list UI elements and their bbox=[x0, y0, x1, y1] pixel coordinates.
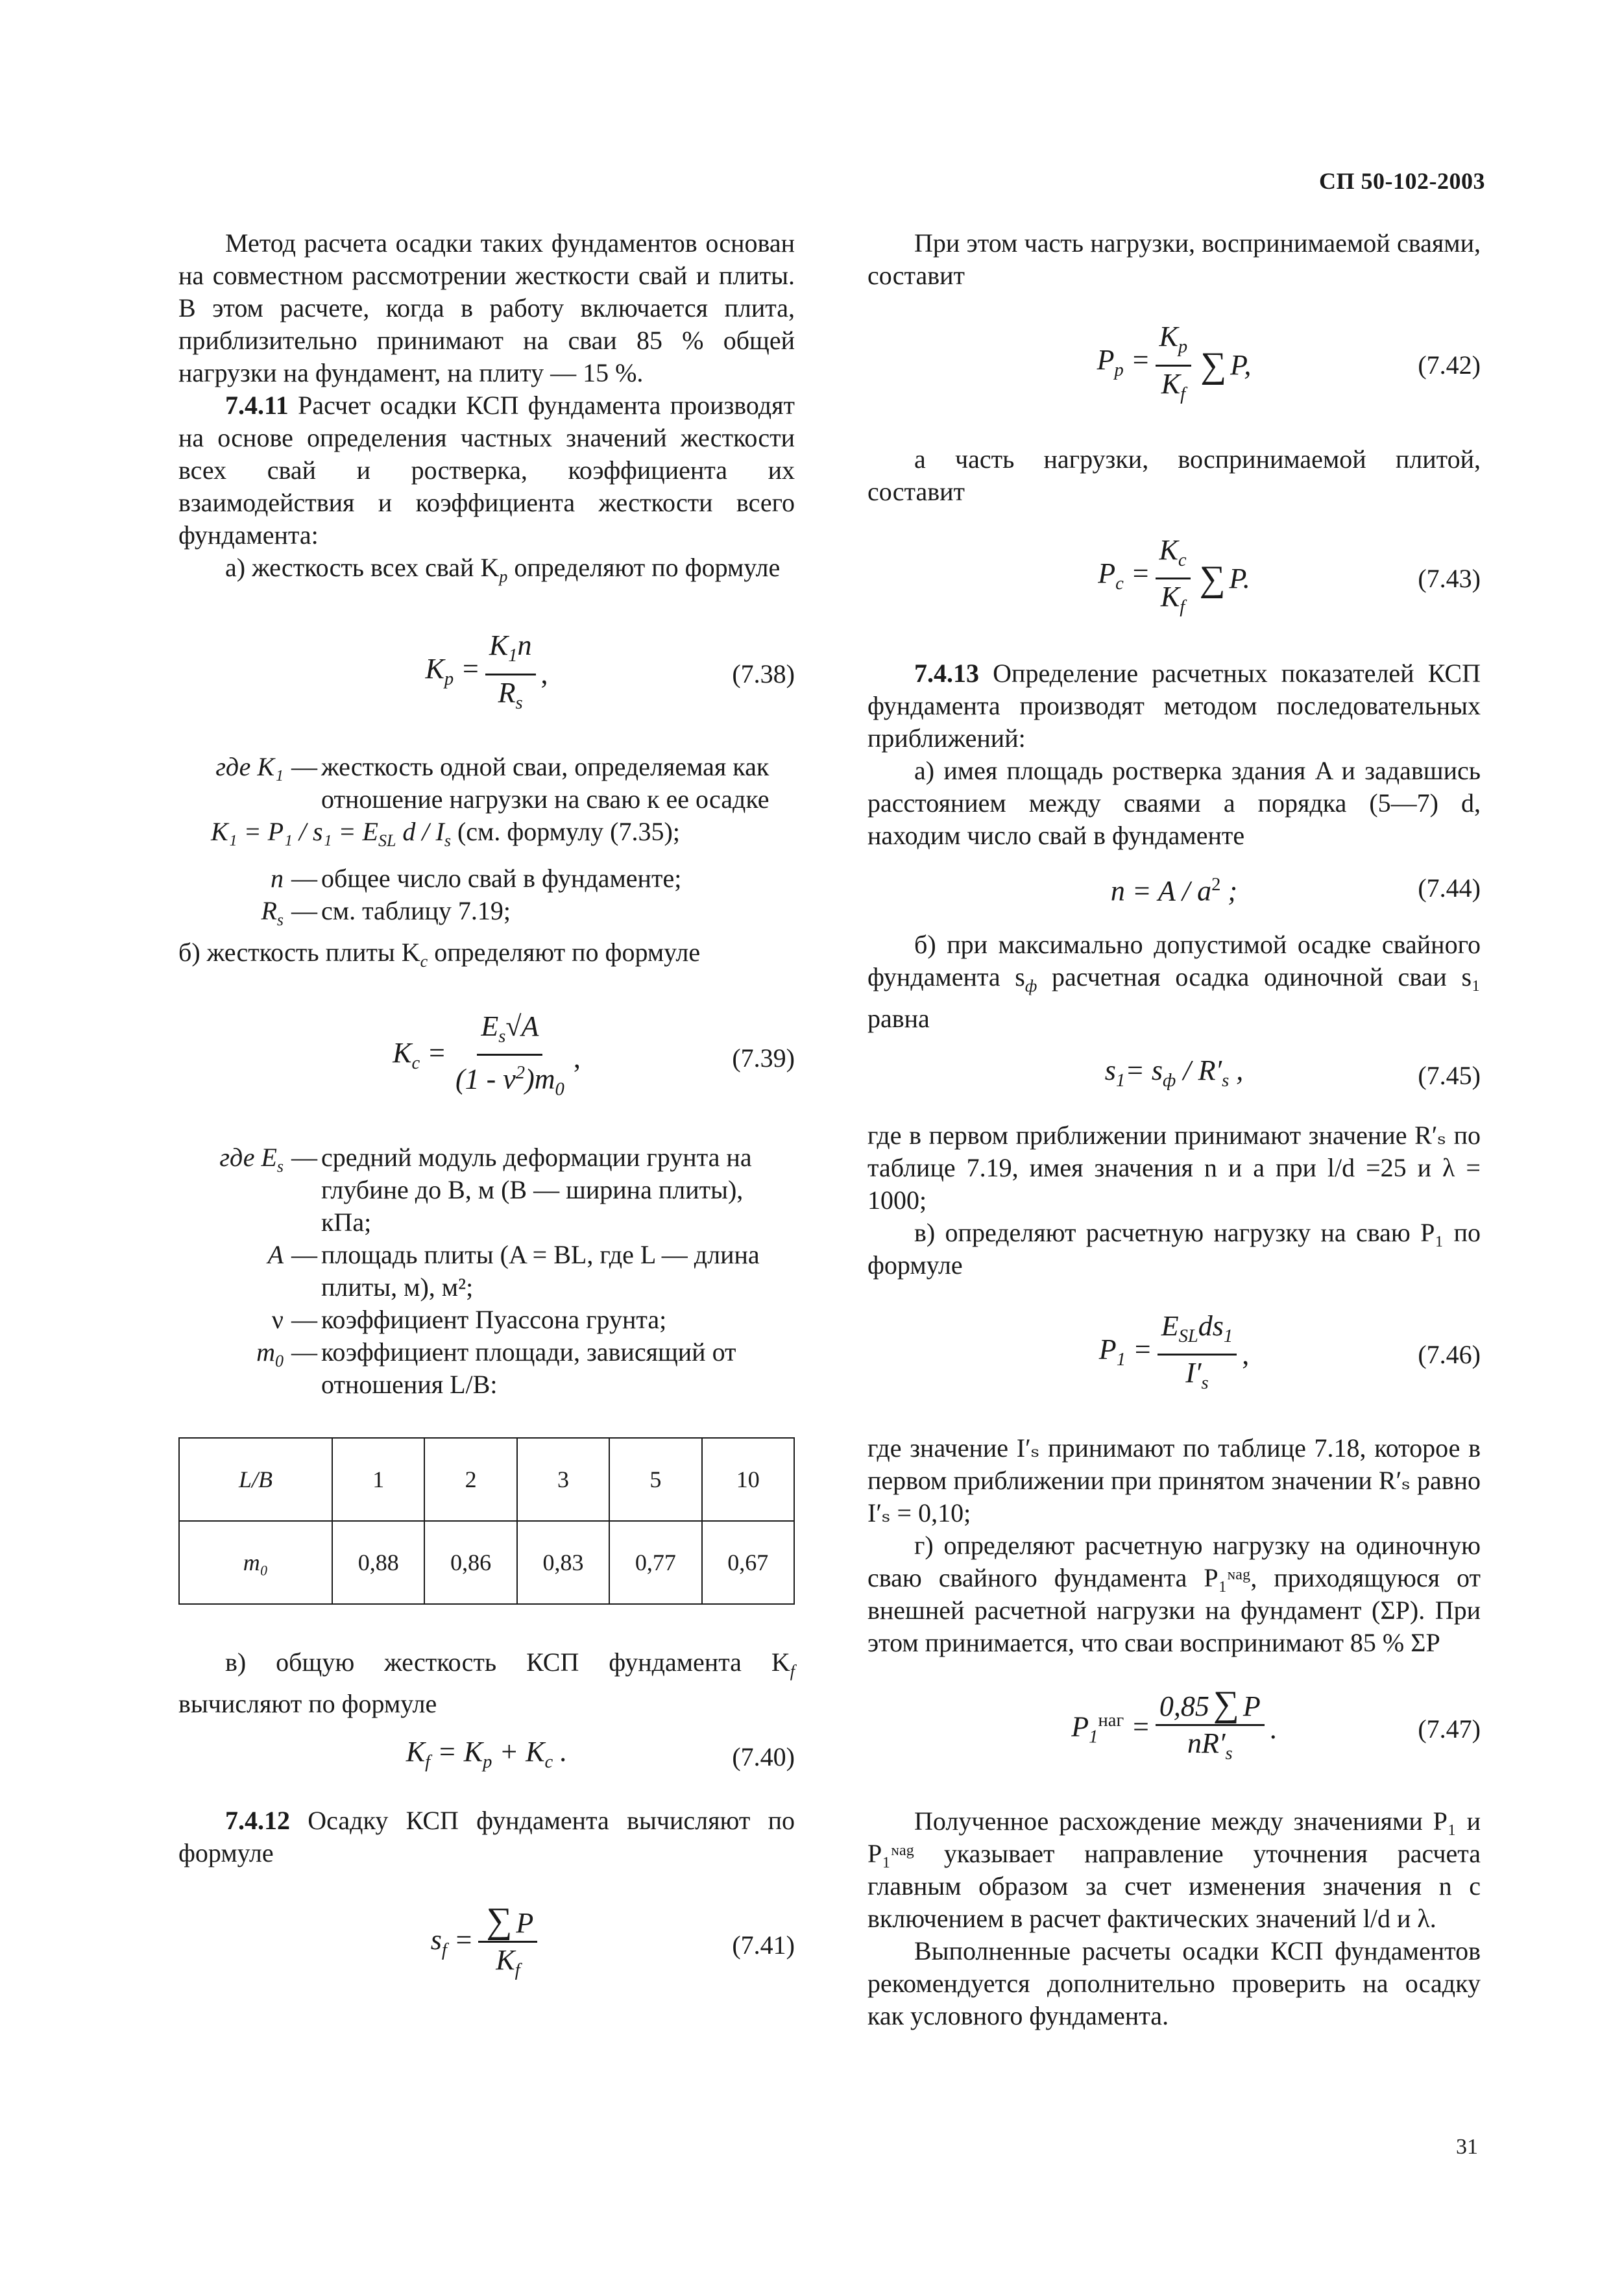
table-cell: 3 bbox=[517, 1438, 609, 1521]
table-cell: 2 bbox=[424, 1438, 516, 1521]
item-a-text: а) жесткость всех свай K bbox=[225, 553, 500, 582]
def-text: коэффициент Пуассона грунта; bbox=[321, 1304, 667, 1334]
paragraph-method: Метод расчета осадки таких фундаментов основан на совместном рассмотрении жесткости свай и плиты. В этом расчете, когда в работу включается плита, приблизительно принимают на сваи 85 % общей нагрузки на фундамент, на плиту — 15 %. bbox=[178, 228, 795, 387]
item-b-sub: c bbox=[420, 951, 428, 971]
formula-7-45: $s_1= s_ф / R'_s$ , (7.45) bbox=[867, 1054, 1481, 1097]
paragraph-7-4-11 bbox=[178, 389, 795, 552]
equation-number: (7.39) bbox=[732, 1043, 795, 1073]
table-cell: 1 bbox=[332, 1438, 424, 1521]
table-row bbox=[179, 1438, 794, 1521]
k1-formula-line bbox=[178, 816, 795, 857]
item-b-text: б) при максимально допустимой осадке свайного фундамента s bbox=[867, 929, 1481, 991]
def-symbol: n bbox=[271, 863, 284, 893]
paragraph-7-4-12 bbox=[178, 1805, 795, 1869]
item-b bbox=[178, 936, 795, 978]
k1-tail: d / I bbox=[396, 816, 444, 846]
equation-number: (7.46) bbox=[1418, 1339, 1481, 1369]
item-c: в) определяют расчетную нагрузку на сваю P₁ по формуле bbox=[867, 1217, 1481, 1280]
def-symbol-sub: 0 bbox=[275, 1351, 284, 1370]
section-text: Расчет осадки КСП фундамента производят на основе определения частных значений жесткости всех свай и ростверка, коэффициента их взаимодействия и коэффициента жесткости всего фундамента: bbox=[178, 391, 795, 550]
paragraph-conclusion: Выполненные расчеты осадки КСП фундаментов рекомендуется дополнительно проверить на осадку как условного фундамента. bbox=[867, 1936, 1481, 2031]
paragraph-discrepancy: Полученное расхождение между значениями P₁ и P₁ᶰᵃᵍ указывает направление уточнения расчета главным образом за счет изменения значения n с включением в расчет фактических значений l/d и λ. bbox=[867, 1806, 1481, 1934]
item-b bbox=[867, 929, 1481, 1035]
formula-7-42: $P_p$ = $\frac{K_p}{K_f}$ ∑ P, (7.42) bbox=[1097, 321, 1481, 404]
item-d: г) определяют расчетную нагрузку на одиночную сваю свайного фундамента P₁ᶰᵃᵍ, приходящуюся от внешней расчетной нагрузки на фундамент (ΣP). При этом принимается, что сваи воспринимают 85 % ΣP bbox=[867, 1531, 1481, 1658]
document-code: СП 50-102-2003 bbox=[1319, 168, 1485, 194]
k1-sub: SL bbox=[378, 831, 396, 850]
equation-number: (7.41) bbox=[732, 1930, 795, 1960]
equation-number: (7.47) bbox=[1418, 1714, 1481, 1744]
table-cell: 0,88 bbox=[332, 1521, 424, 1604]
definition-es-a-nu-m0: где $E_s$ — средний модуль деформации грунта на глубине до B, м (B — ширина плиты), кПа; A — площадь плиты (A = BL, где L — длина плиты, м), м²; ν — коэффициент Пуассона грунта; $m_0$ — коэффициент площади, зависящий от отношения L/B: bbox=[178, 1141, 795, 1401]
item-b-tail: расчетная осадка одиночной сваи s₁ равна bbox=[867, 962, 1481, 1033]
def-text: площадь плиты (A = BL, где L — длина плиты, м), м²; bbox=[321, 1239, 760, 1302]
equation-number: (7.43) bbox=[1418, 563, 1481, 593]
table-cell: 0,86 bbox=[424, 1521, 516, 1604]
def-symbol-sub: s bbox=[276, 910, 284, 929]
table-cell: 0,77 bbox=[609, 1521, 701, 1604]
formula-7-39: $K_c$ = $\frac{E_s√A}{(1 - \nu^2)m_0}$ , (7.39) bbox=[393, 1010, 795, 1100]
item-a bbox=[178, 552, 795, 593]
def-symbol-e: где E bbox=[219, 1142, 277, 1172]
formula-7-46: $P_1$ = $\frac{E_{SL}ds_1}{I'_s}$ , (7.46) bbox=[1098, 1309, 1481, 1394]
item-b-sub: ф bbox=[1024, 976, 1037, 995]
table-row bbox=[179, 1521, 794, 1604]
paragraph-pile-load: При этом часть нагрузки, воспринимаемой сваями, составит bbox=[867, 228, 1481, 290]
definition-k1: где K₁ — жесткость одной сваи, определяемая как отношение нагрузки на сваю к ее осадке bbox=[178, 751, 795, 816]
formula-7-40: $K_f = K_p + K_c$ . (7.40) bbox=[178, 1736, 795, 1779]
def-symbol bbox=[178, 895, 287, 936]
def-text: общее число свай в фундаменте; bbox=[321, 863, 682, 893]
formula-7-38: $K_p$ = $\frac{K_1n}{R_s}$ , (7.38) bbox=[425, 629, 795, 713]
definition-n-rs: n — общее число свай в фундаменте; $R_s$ — см. таблицу 7.19; bbox=[178, 862, 795, 936]
item-a-tail: определяют по формуле bbox=[507, 553, 781, 582]
formula-7-47: $P_1^{наг}$ = $\frac{0,85 \sum P}{nR'_s}$ . (7.47) bbox=[1071, 1684, 1481, 1764]
equation-number: (7.42) bbox=[1418, 350, 1481, 380]
def-symbol: где K₁ bbox=[215, 751, 284, 781]
item-b-text: б) жесткость плиты K bbox=[178, 937, 420, 967]
paragraph-plate-load: а часть нагрузки, воспринимаемой плитой, составит bbox=[867, 444, 1481, 506]
paragraph-is-value: где значение I′ₛ принимают по таблице 7.18, которое в первом приближении при принятом значении R′ₛ равно I′ₛ = 0,10; bbox=[867, 1433, 1481, 1528]
def-text: средний модуль деформации грунта на глубине до B, м (B — ширина плиты), кПа; bbox=[321, 1142, 752, 1237]
item-c-tail: вычисляют по формуле bbox=[178, 1688, 437, 1718]
right-column bbox=[867, 227, 1481, 2032]
def-symbol-sub: s bbox=[276, 1156, 284, 1176]
section-number: 7.4.13 bbox=[914, 659, 979, 688]
left-column bbox=[178, 227, 795, 1986]
section-number: 7.4.12 bbox=[225, 1805, 290, 1835]
section-number: 7.4.11 bbox=[225, 391, 289, 420]
k1-line: K₁ = P₁ / s₁ = E bbox=[211, 816, 378, 846]
def-text: см. таблицу 7.19; bbox=[321, 895, 511, 925]
k1-end: (см. формулу (7.35); bbox=[450, 816, 680, 846]
def-symbol-m: m bbox=[256, 1337, 275, 1367]
def-text: коэффициент площади, зависящий от отношения L/B: bbox=[321, 1337, 736, 1399]
page-number: 31 bbox=[1456, 2135, 1478, 2159]
def-symbol-r: R bbox=[261, 895, 277, 925]
item-b-tail: определяют по формуле bbox=[428, 937, 701, 967]
equation-number: (7.40) bbox=[732, 1742, 795, 1771]
section-text: Определение расчетных показателей КСП фундамента производят методом последовательных приближений: bbox=[867, 659, 1481, 753]
k1-sub2: s bbox=[444, 831, 451, 850]
table-cell: 10 bbox=[702, 1438, 794, 1521]
formula-7-43: $P_c$ = $\frac{K_c}{K_f}$ ∑ P. (7.43) bbox=[1098, 533, 1481, 618]
item-c bbox=[178, 1646, 795, 1720]
def-symbol: ν bbox=[271, 1304, 284, 1334]
section-text: Осадку КСП фундамента вычисляют по формуле bbox=[178, 1805, 795, 1867]
def-text: жесткость одной сваи, определяемая как отношение нагрузки на сваю к ее осадке bbox=[321, 751, 770, 814]
paragraph-7-4-13 bbox=[867, 657, 1481, 755]
item-c-text: в) общую жесткость КСП фундамента K bbox=[225, 1647, 790, 1677]
equation-number: (7.44) bbox=[1418, 873, 1481, 903]
table-cell: L/B bbox=[179, 1438, 332, 1521]
equation-number: (7.45) bbox=[1418, 1060, 1481, 1090]
equation-number: (7.38) bbox=[732, 659, 795, 689]
table-cell: m₀ bbox=[179, 1521, 332, 1604]
def-symbol: A bbox=[267, 1239, 284, 1269]
def-symbol bbox=[178, 1141, 287, 1239]
item-c-sub: f bbox=[790, 1661, 795, 1681]
item-a: а) имея площадь ростверка здания A и задавшись расстоянием между сваями a порядка (5—7) d, находим число свай в фундаменте bbox=[867, 756, 1481, 851]
paragraph-first-approx: где в первом приближении принимают значение R′ₛ по таблице 7.19, имея значения n и a при l/d =25 и λ = 1000; bbox=[867, 1120, 1481, 1215]
formula-7-44: $n = A / a^2$ ; (7.44) bbox=[1110, 873, 1481, 907]
table-cell: 0,83 bbox=[517, 1521, 609, 1604]
lb-coefficient-table bbox=[178, 1437, 795, 1605]
formula-7-41: $s_f$ = $\frac{\sum P}{K_f}$ (7.41) bbox=[430, 1900, 795, 1980]
table-cell: 0,67 bbox=[702, 1521, 794, 1604]
table-cell: 5 bbox=[609, 1438, 701, 1521]
def-symbol bbox=[178, 1336, 287, 1401]
item-a-sub: p bbox=[499, 567, 508, 586]
